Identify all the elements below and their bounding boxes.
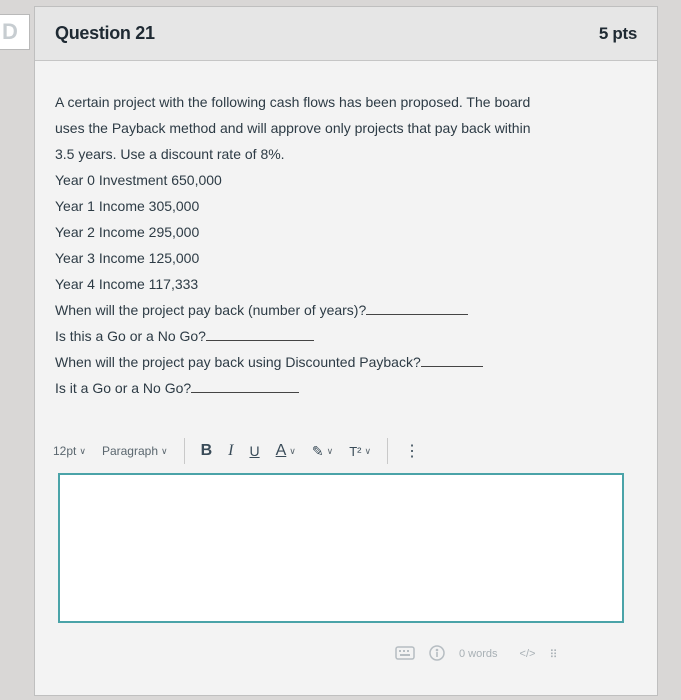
cash-flow-year-2: Year 2 Income 295,000 [55,224,200,240]
cash-flow-year-1: Year 1 Income 305,000 [55,198,200,214]
question-line: 3.5 years. Use a discount rate of 8%. [55,146,285,162]
block-format-value: Paragraph [101,444,158,458]
html-editor-toggle[interactable]: </> [519,648,536,660]
flag-question-tab[interactable] [0,14,30,50]
superscript-button[interactable] [349,444,371,459]
question-card [34,6,658,696]
more-options-icon[interactable]: ⋮ [404,443,421,460]
prompt-text: When will the project pay back (number of years)? [55,302,367,318]
prompt-discounted-go-no-go [55,375,637,401]
toolbar-divider [387,438,388,464]
cash-flow-year-0: Year 0 Investment 650,000 [55,172,222,188]
prompt-payback-years [55,297,637,323]
answer-blank [421,350,483,367]
bookmark-flag-icon[interactable]: D [2,19,18,44]
toolbar-divider [184,438,185,464]
italic-button[interactable]: I [228,442,234,459]
editor-toolbar [53,437,533,465]
text-color-icon: A [275,442,287,459]
question-points: 5 pts [598,23,637,43]
highlight-color-button[interactable] [312,443,333,460]
answer-blank [206,324,314,341]
chevron-down-icon: ∨ [161,445,168,456]
prompt-discounted-payback [55,349,637,375]
font-size-value: 12pt [53,444,77,458]
prompt-go-no-go [55,323,637,349]
highlighter-icon: ✎ [311,442,324,459]
chevron-down-icon: ∨ [326,445,334,456]
question-header [35,7,657,61]
accessibility-checker-icon[interactable] [429,645,445,664]
prompt-text: When will the project pay back using Discounted Payback? [55,354,421,370]
keyboard-shortcuts-icon[interactable] [395,646,415,663]
bold-button[interactable]: B [200,442,213,459]
chevron-down-icon: ∨ [364,445,372,456]
answer-editor[interactable] [58,473,624,623]
question-line: A certain project with the following cash flows has been proposed. The board [55,94,531,110]
prompt-text: Is it a Go or a No Go? [55,380,192,396]
superscript-icon: T² [349,443,362,459]
cash-flow-year-4: Year 4 Income 117,333 [55,276,199,292]
editor-footer [395,643,625,665]
text-color-button[interactable] [276,442,296,460]
cash-flow-year-3: Year 3 Income 125,000 [55,250,200,266]
question-title: Question 21 [55,23,155,43]
answer-blank [191,376,299,393]
underline-button[interactable]: U [249,443,260,459]
word-count: 0 words [459,648,498,660]
resize-handle-icon[interactable]: ⠿ [549,648,558,661]
chevron-down-icon: ∨ [289,445,296,456]
font-size-select[interactable] [53,444,86,458]
prompt-text: Is this a Go or a No Go? [55,328,206,344]
answer-blank [366,298,468,315]
question-text [35,61,657,401]
question-line: uses the Payback method and will approve only projects that pay back within [55,120,531,136]
block-format-select[interactable] [102,444,168,458]
chevron-down-icon: ∨ [79,445,86,456]
